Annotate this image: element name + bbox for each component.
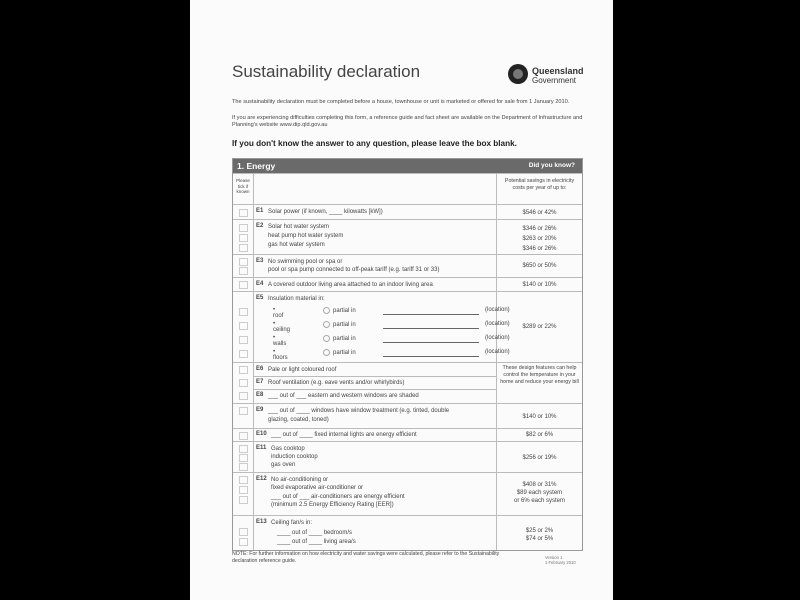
logo-line-2: Government bbox=[532, 76, 577, 85]
did-you-know-header: Did you know? bbox=[528, 162, 575, 169]
tick-box-e2a[interactable] bbox=[239, 224, 248, 232]
table-row-e5: E5 Insulation material in: • roof partial in (location) • ceiling partial in (location) • walls partial in (location) • floors partial in (location) $289 or 22% bbox=[233, 291, 582, 362]
table-row-e12: E12 No air-conditioning or fixed evaporative air-conditioner or ___ out of ___ air-conditioners are energy efficient (minimum 2.5 Energy Efficiency Rating [EER]) $408 or 31% $89 each system or 6% each system bbox=[233, 472, 582, 515]
partial-radio[interactable]: partial in bbox=[323, 307, 356, 314]
tick-box-e8[interactable] bbox=[239, 392, 248, 400]
tick-box-e11c[interactable] bbox=[239, 463, 248, 471]
energy-table bbox=[232, 158, 583, 551]
tick-box-e4[interactable] bbox=[239, 281, 248, 289]
crest-icon bbox=[508, 64, 528, 84]
table-row-e13: E13 Ceiling fan/s in: ____ out of ____ bedroom/s ____ out of ____ living area/s $25 or 2% $74 or 5% bbox=[233, 515, 582, 550]
tick-box-walls[interactable] bbox=[239, 336, 248, 344]
tick-box-e11b[interactable] bbox=[239, 454, 248, 462]
tick-box-e7[interactable] bbox=[239, 379, 248, 387]
column-header-row bbox=[233, 173, 582, 204]
location-field[interactable] bbox=[383, 356, 479, 357]
intro-paragraph-2: If you are experiencing difficulties completing this form, a reference guide and fact sheet are available on the Department of Infrastructure and Planning's website www.dip.qld.gov.au bbox=[232, 115, 583, 128]
tick-box-e12b[interactable] bbox=[239, 486, 248, 494]
tick-box-e2b[interactable] bbox=[239, 234, 248, 242]
queensland-government-logo bbox=[508, 62, 584, 88]
table-row-e9: E9 ___ out of ____ windows have window treatment (e.g. tinted, double glazing, coated, toned) $140 or 10% bbox=[233, 403, 582, 428]
partial-radio[interactable]: partial in bbox=[323, 321, 356, 328]
table-row-e3: E3 No swimming pool or spa or pool or spa pump connected to off-peak tariff (e.g. tariff 31 or 33) $650 or 50% bbox=[233, 254, 582, 277]
instruction-text: If you don't know the answer to any question, please leave the box blank. bbox=[232, 139, 517, 148]
tick-box-e3b[interactable] bbox=[239, 267, 248, 275]
intro-paragraph-1: The sustainability declaration must be completed before a house, townhouse or unit is marketed or offered for sale from 1 January 2010. bbox=[232, 99, 570, 105]
tick-box-e11a[interactable] bbox=[239, 445, 248, 453]
location-field[interactable] bbox=[383, 314, 479, 315]
table-row-e2: E2 Solar hot water system heat pump hot water system gas hot water system $346 or 26% $263 or 20% $346 or 26% bbox=[233, 219, 582, 254]
table-row-e6-e8: E6 Pale or light coloured roof E7 Roof ventilation (e.g. eave vents and/or whirlybirds) E8 ___ out of ___ eastern and western windows are shaded These design features can help control the temperature in your home and reduce your energy bill bbox=[233, 362, 582, 403]
partial-radio[interactable]: partial in bbox=[323, 349, 356, 356]
footer-note: NOTE: For further information on how electricity and water savings were calculated, please refer to the Sustainability declaration reference guide. bbox=[232, 551, 500, 564]
logo-line-1: Queensland bbox=[532, 66, 584, 76]
page-title: Sustainability declaration bbox=[232, 62, 421, 81]
table-row-e11: E11 Gas cooktop induction cooktop gas oven $256 or 19% bbox=[233, 441, 582, 472]
version-info: Version 1 1 February 2010 bbox=[545, 555, 576, 565]
savings-column-header: Potential savings in electricity costs per year of up to: bbox=[504, 178, 575, 191]
table-row-e1: E1 Solar power (if known, ____ kilowatts [kW]) $546 or 42% bbox=[233, 204, 582, 219]
tick-box-roof[interactable] bbox=[239, 308, 248, 316]
tick-box-e2c[interactable] bbox=[239, 244, 248, 252]
tick-box-e13b[interactable] bbox=[239, 538, 248, 546]
tick-box-e12a[interactable] bbox=[239, 476, 248, 484]
tick-column-label: Please tick if known bbox=[236, 178, 250, 194]
location-field[interactable] bbox=[383, 342, 479, 343]
tick-box-e1[interactable] bbox=[239, 209, 248, 217]
tick-box-e6[interactable] bbox=[239, 366, 248, 374]
tick-box-e10[interactable] bbox=[239, 432, 248, 440]
tick-box-e13a[interactable] bbox=[239, 528, 248, 536]
document-page bbox=[190, 0, 613, 600]
table-row-e4: E4 A covered outdoor living area attached to an indoor living area $140 or 10% bbox=[233, 277, 582, 291]
tick-box-e9[interactable] bbox=[239, 407, 248, 415]
location-field[interactable] bbox=[383, 328, 479, 329]
section-title: 1. Energy bbox=[237, 161, 276, 171]
partial-radio[interactable]: partial in bbox=[323, 335, 356, 342]
tick-box-floors[interactable] bbox=[239, 350, 248, 358]
tick-box-ceiling[interactable] bbox=[239, 322, 248, 330]
tick-box-e12c[interactable] bbox=[239, 496, 248, 504]
table-header bbox=[233, 159, 582, 173]
tick-box-e3a[interactable] bbox=[239, 258, 248, 266]
table-row-e10: E10 ___ out of ____ fixed internal lights are energy efficient $82 or 6% bbox=[233, 428, 582, 441]
